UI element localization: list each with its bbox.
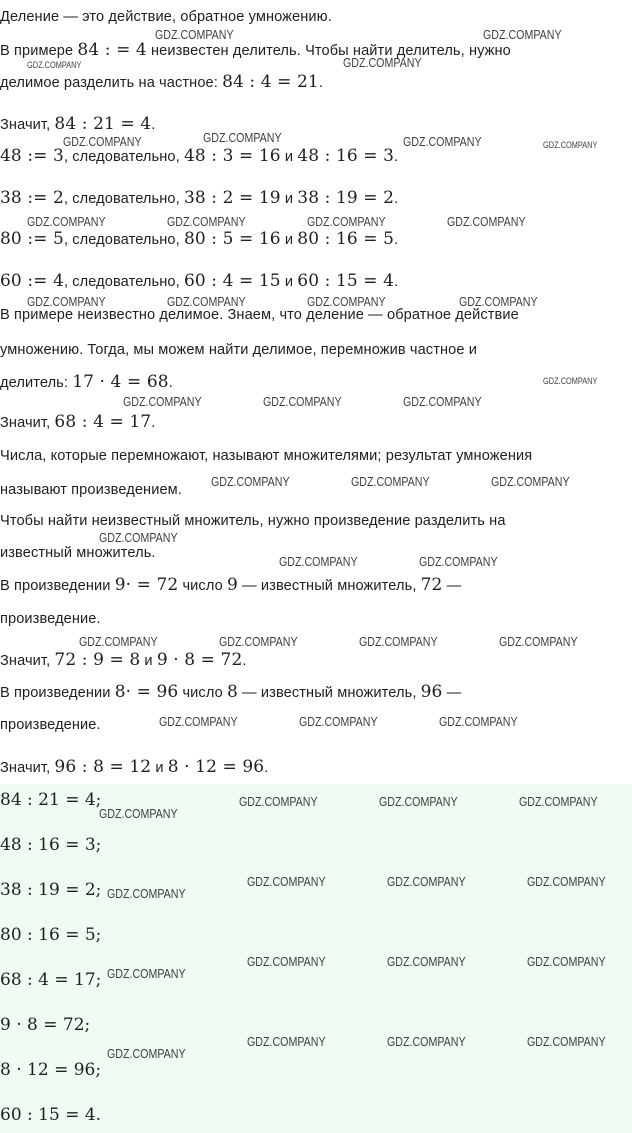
answer-line: 9 · 8 = 72;: [0, 1015, 91, 1035]
watermark: GDZ.COMPANY: [99, 530, 178, 545]
math-expression: 8: [226, 682, 238, 702]
watermark: GDZ.COMPANY: [483, 27, 562, 42]
answer-line: 8 · 12 = 96;: [0, 1060, 102, 1080]
watermark: GDZ.COMPANY: [543, 140, 598, 150]
watermark: GDZ.COMPANY: [387, 874, 466, 889]
math-expression: 9: [226, 575, 238, 595]
text-run: и: [280, 232, 298, 248]
text-line: [0, 575, 461, 596]
answer-line: 48 : 16 = 3;: [0, 835, 102, 855]
text-line: [0, 682, 461, 703]
math-expression: 84 : 21 = 4: [54, 114, 152, 134]
math-expression: 72 : 9 = 8: [54, 650, 141, 670]
text-run: , следовательно,: [63, 191, 184, 207]
text-run: и: [280, 191, 298, 207]
math-expression: 8 · 12 = 96: [167, 757, 265, 777]
watermark: GDZ.COMPANY: [123, 394, 202, 409]
text-run: делитель:: [0, 375, 73, 391]
text-run: Значит,: [0, 415, 55, 431]
watermark: GDZ.COMPANY: [99, 806, 178, 821]
math-expression: 48 : 3 = 16: [183, 146, 281, 166]
math-expression: 84 : 4 = 21: [222, 72, 319, 92]
text-line: [0, 271, 398, 292]
text-run: Значит,: [0, 117, 55, 133]
watermark: GDZ.COMPANY: [459, 294, 538, 309]
watermark: GDZ.COMPANY: [379, 794, 458, 809]
text-run: и: [280, 274, 298, 290]
text-line: [0, 412, 155, 433]
watermark: GDZ.COMPANY: [307, 294, 386, 309]
text-run: и: [140, 653, 157, 669]
watermark: GDZ.COMPANY: [247, 1034, 326, 1049]
math-expression: 38 : 2 = 19: [183, 188, 281, 208]
text-run: .: [394, 274, 399, 290]
watermark: GDZ.COMPANY: [491, 474, 570, 489]
math-expression: 96: [420, 682, 443, 702]
watermark: GDZ.COMPANY: [527, 954, 606, 969]
watermark: GDZ.COMPANY: [519, 794, 598, 809]
text-line: [0, 188, 398, 209]
text-run: В примере: [0, 43, 78, 59]
text-line: [0, 480, 182, 500]
text-run: Числа, которые перемножают, называют множителями; результат умножения: [0, 448, 533, 464]
text-run: В произведении: [0, 578, 115, 594]
math-expression: 9 · 8 = 72: [156, 650, 243, 670]
watermark: GDZ.COMPANY: [167, 214, 246, 229]
text-run: неизвестен делитель. Чтобы найти делитель, нужно: [146, 43, 511, 59]
math-expression: 60 := 4: [0, 271, 64, 291]
text-run: Деление — это действие, обратное умножению.: [0, 9, 332, 25]
watermark: GDZ.COMPANY: [219, 634, 298, 649]
watermark: GDZ.COMPANY: [27, 294, 106, 309]
text-line: [0, 757, 268, 778]
watermark: GDZ.COMPANY: [499, 634, 578, 649]
text-run: .: [168, 375, 173, 391]
text-run: .: [242, 653, 247, 669]
text-line: [0, 72, 323, 93]
text-run: — известный множитель,: [237, 578, 421, 594]
watermark: GDZ.COMPANY: [447, 214, 526, 229]
text-run: и: [280, 149, 298, 165]
watermark: GDZ.COMPANY: [307, 214, 386, 229]
watermark: GDZ.COMPANY: [279, 554, 358, 569]
watermark: GDZ.COMPANY: [403, 134, 482, 149]
watermark: GDZ.COMPANY: [263, 394, 342, 409]
text-run: Значит,: [0, 760, 55, 776]
watermark: GDZ.COMPANY: [359, 634, 438, 649]
text-line: [0, 715, 101, 735]
math-expression: 72: [420, 575, 443, 595]
text-run: .: [394, 149, 399, 165]
text-run: .: [151, 415, 156, 431]
watermark: GDZ.COMPANY: [527, 1034, 606, 1049]
watermark: GDZ.COMPANY: [79, 634, 158, 649]
math-expression: 8· = 96: [114, 682, 179, 702]
text-run: произведение.: [0, 611, 101, 627]
watermark: GDZ.COMPANY: [247, 954, 326, 969]
watermark: GDZ.COMPANY: [107, 886, 186, 901]
watermark: GDZ.COMPANY: [155, 27, 234, 42]
math-expression: 84 : = 4: [77, 40, 147, 60]
text-run: , следовательно,: [63, 274, 184, 290]
text-run: .: [151, 117, 156, 133]
text-line: [0, 543, 156, 563]
math-expression: 80 := 5: [0, 229, 64, 249]
text-run: произведение.: [0, 717, 101, 733]
text-run: Значит,: [0, 653, 55, 669]
watermark: GDZ.COMPANY: [239, 794, 318, 809]
watermark: GDZ.COMPANY: [403, 394, 482, 409]
text-run: .: [264, 760, 269, 776]
text-run: число: [178, 578, 227, 594]
watermark: GDZ.COMPANY: [543, 376, 598, 386]
text-line: [0, 446, 532, 466]
text-run: число: [178, 685, 227, 701]
watermark: GDZ.COMPANY: [343, 55, 422, 70]
watermark: GDZ.COMPANY: [439, 714, 518, 729]
math-expression: 80 : 16 = 5: [297, 229, 395, 249]
math-expression: 17 · 4 = 68: [72, 372, 169, 392]
watermark: GDZ.COMPANY: [107, 966, 186, 981]
text-run: , следовательно,: [63, 149, 184, 165]
text-line: [0, 114, 155, 135]
watermark: GDZ.COMPANY: [159, 714, 238, 729]
watermark: GDZ.COMPANY: [211, 474, 290, 489]
answer-line: 68 : 4 = 17;: [0, 970, 102, 990]
text-line: [0, 511, 506, 531]
watermark: GDZ.COMPANY: [167, 294, 246, 309]
text-run: В произведении: [0, 685, 115, 701]
text-run: Чтобы найти неизвестный множитель, нужно произведение разделить на: [0, 513, 506, 529]
watermark: GDZ.COMPANY: [299, 714, 378, 729]
math-expression: 48 : 16 = 3: [297, 146, 395, 166]
watermark: GDZ.COMPANY: [387, 1034, 466, 1049]
text-run: делимое разделить на частное:: [0, 75, 223, 91]
math-expression: 9· = 72: [114, 575, 179, 595]
text-run: известный множитель.: [0, 545, 156, 561]
text-run: .: [318, 75, 323, 91]
text-run: —: [442, 685, 462, 701]
text-run: В примере неизвестно делимое. Знаем, что деление — обратное действие: [0, 307, 519, 323]
text-run: — известный множитель,: [237, 685, 421, 701]
text-line: [0, 650, 247, 671]
math-expression: 38 : 19 = 2: [297, 188, 395, 208]
watermark: GDZ.COMPANY: [107, 1046, 186, 1061]
answer-line: 84 : 21 = 4;: [0, 790, 102, 810]
watermark: GDZ.COMPANY: [27, 214, 106, 229]
math-expression: 38 := 2: [0, 188, 64, 208]
math-expression: 60 : 4 = 15: [183, 271, 281, 291]
watermark: GDZ.COMPANY: [27, 60, 82, 70]
watermark: GDZ.COMPANY: [387, 954, 466, 969]
text-line: [0, 609, 101, 629]
text-run: , следовательно,: [63, 232, 184, 248]
text-line: [0, 229, 398, 250]
text-line: [0, 146, 398, 167]
text-line: [0, 340, 477, 360]
watermark: GDZ.COMPANY: [247, 874, 326, 889]
watermark: GDZ.COMPANY: [351, 474, 430, 489]
math-expression: 96 : 8 = 12: [54, 757, 152, 777]
watermark: GDZ.COMPANY: [527, 874, 606, 889]
math-expression: 80 : 5 = 16: [183, 229, 281, 249]
text-run: умножению. Тогда, мы можем найти делимое, перемножив частное и: [0, 342, 477, 358]
math-expression: 48 := 3: [0, 146, 64, 166]
answer-line: 80 : 16 = 5;: [0, 925, 102, 945]
text-line: [0, 40, 511, 61]
text-line: [0, 7, 332, 27]
text-run: .: [394, 232, 399, 248]
watermark: GDZ.COMPANY: [203, 130, 282, 145]
text-run: .: [394, 191, 399, 207]
math-expression: 60 : 15 = 4: [297, 271, 395, 291]
watermark: GDZ.COMPANY: [419, 554, 498, 569]
answer-line: 60 : 15 = 4.: [0, 1105, 102, 1125]
text-line: [0, 372, 173, 393]
text-run: и: [151, 760, 168, 776]
text-run: называют произведением.: [0, 482, 182, 498]
text-run: —: [442, 578, 462, 594]
math-expression: 68 : 4 = 17: [54, 412, 152, 432]
answer-line: 38 : 19 = 2;: [0, 880, 102, 900]
watermark: GDZ.COMPANY: [63, 134, 142, 149]
